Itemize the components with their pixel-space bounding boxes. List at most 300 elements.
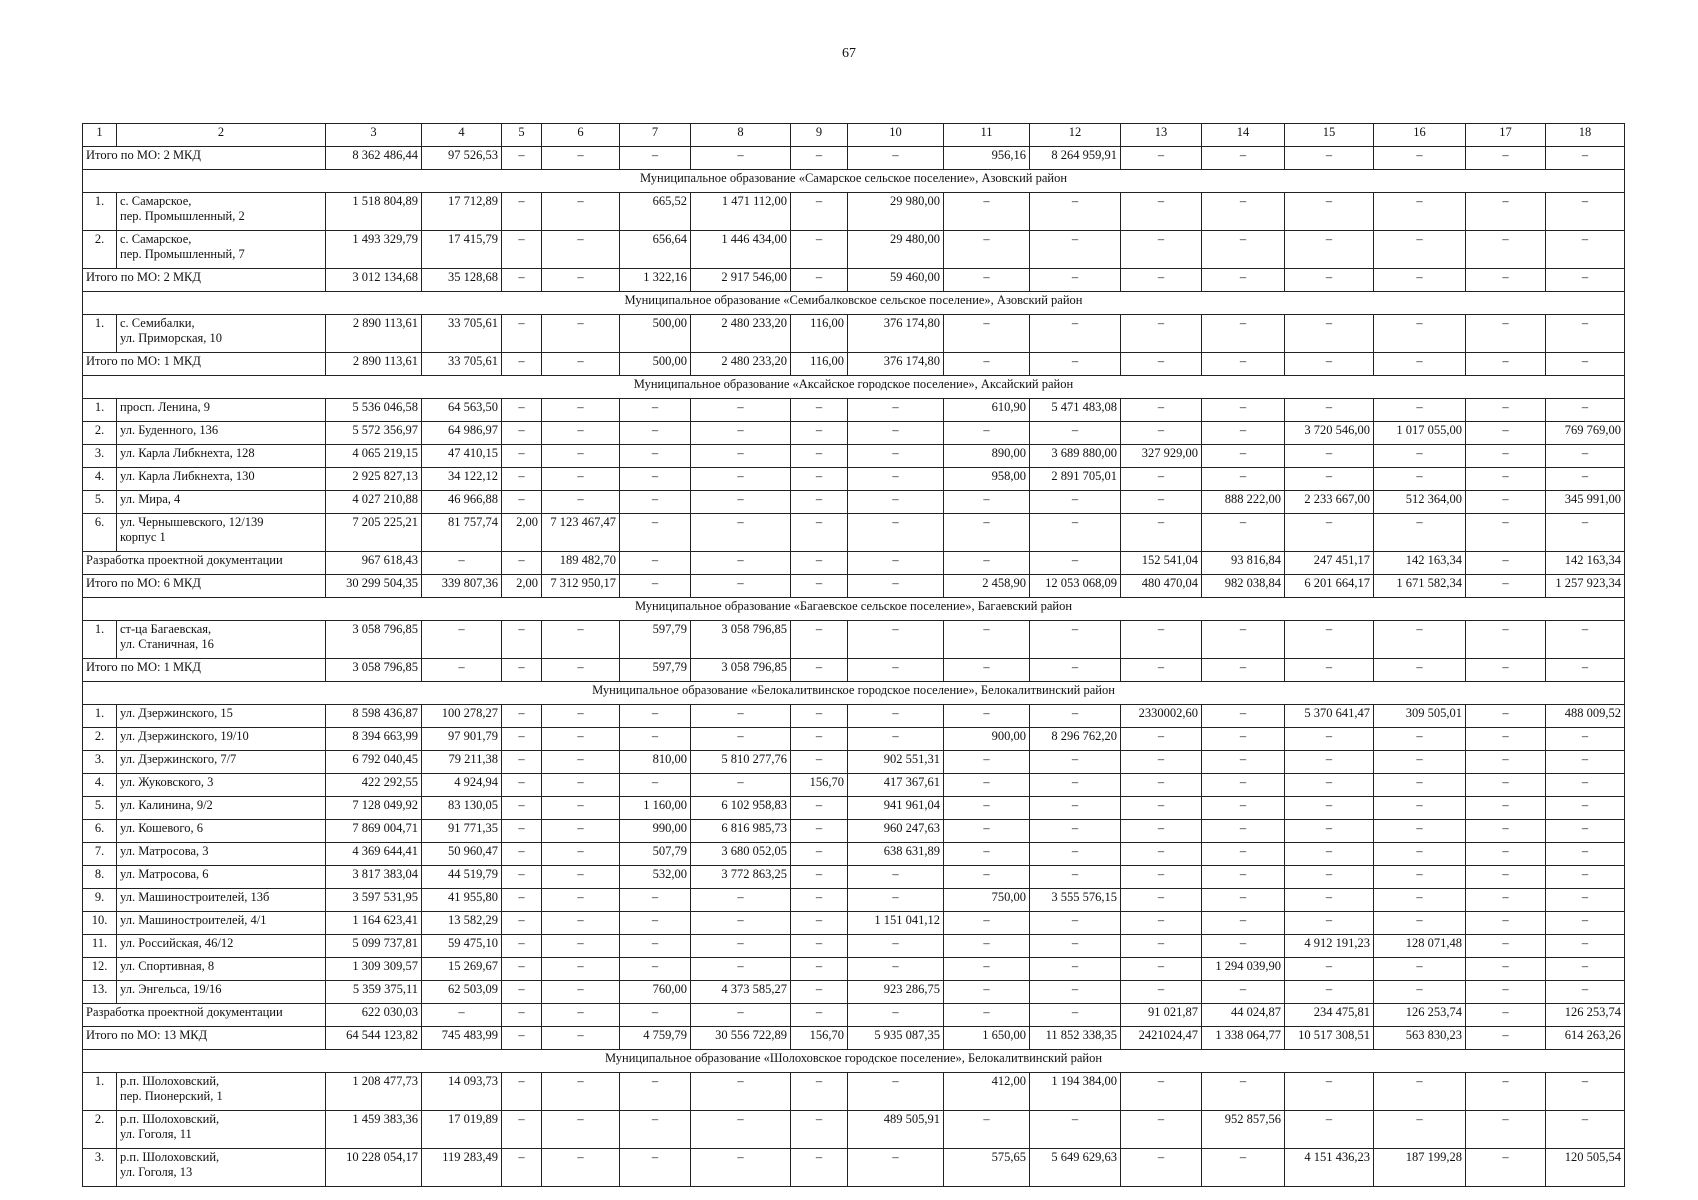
value-cell: 4 759,79: [620, 1027, 691, 1050]
value-cell: 2,00: [502, 575, 542, 598]
value-cell: 622 030,03: [326, 1004, 422, 1027]
value-cell: –: [502, 491, 542, 514]
value-cell: 2330002,60: [1121, 705, 1202, 728]
value-cell: –: [1546, 751, 1625, 774]
header-cell: 3: [326, 124, 422, 147]
value-cell: –: [1374, 958, 1466, 981]
total-label: Итого по МО: 13 МКД: [83, 1027, 326, 1050]
value-cell: 59 460,00: [848, 269, 944, 292]
value-cell: –: [848, 1073, 944, 1111]
value-cell: –: [1374, 843, 1466, 866]
value-cell: –: [1546, 445, 1625, 468]
value-cell: –: [1202, 774, 1285, 797]
value-cell: –: [502, 269, 542, 292]
value-cell: –: [542, 820, 620, 843]
address-line: с. Самарское,: [120, 232, 192, 246]
value-cell: 33 705,61: [422, 353, 502, 376]
value-cell: –: [691, 705, 791, 728]
value-cell: –: [791, 843, 848, 866]
value-cell: 1 194 384,00: [1030, 1073, 1121, 1111]
value-cell: –: [1285, 147, 1374, 170]
value-cell: –: [691, 147, 791, 170]
value-cell: 30 299 504,35: [326, 575, 422, 598]
table-row: [83, 315, 1625, 353]
value-cell: 638 631,89: [848, 843, 944, 866]
value-cell: –: [848, 889, 944, 912]
value-cell: –: [1466, 422, 1546, 445]
value-cell: –: [1546, 1111, 1625, 1149]
value-cell: –: [848, 935, 944, 958]
value-cell: –: [1374, 1073, 1466, 1111]
value-cell: –: [791, 468, 848, 491]
value-cell: 8 394 663,99: [326, 728, 422, 751]
value-cell: –: [1030, 231, 1121, 269]
value-cell: 952 857,56: [1202, 1111, 1285, 1149]
value-cell: –: [1466, 820, 1546, 843]
value-cell: 5 536 046,58: [326, 399, 422, 422]
value-cell: 563 830,23: [1374, 1027, 1466, 1050]
value-cell: –: [791, 621, 848, 659]
address-line: р.п. Шолоховский,: [120, 1150, 220, 1164]
value-cell: –: [944, 912, 1030, 935]
value-cell: –: [944, 797, 1030, 820]
header-cell: 7: [620, 124, 691, 147]
value-cell: 116,00: [791, 315, 848, 353]
value-cell: –: [1466, 621, 1546, 659]
value-cell: –: [791, 1111, 848, 1149]
value-cell: –: [691, 728, 791, 751]
row-number: 2.: [83, 422, 117, 445]
address-line: ул. Дзержинского, 15: [120, 706, 233, 720]
value-cell: –: [791, 820, 848, 843]
total-label: Итого по МО: 2 МКД: [83, 269, 326, 292]
value-cell: –: [1121, 797, 1202, 820]
value-cell: –: [1285, 514, 1374, 552]
total-label: Итого по МО: 2 МКД: [83, 147, 326, 170]
row-number: 1.: [83, 193, 117, 231]
value-cell: –: [691, 958, 791, 981]
section-row: [83, 170, 1625, 193]
address-line: корпус 1: [120, 530, 166, 544]
value-cell: –: [620, 935, 691, 958]
value-cell: 890,00: [944, 445, 1030, 468]
address-line: ул. Станичная, 16: [120, 637, 214, 651]
value-cell: 1 164 623,41: [326, 912, 422, 935]
value-cell: –: [1121, 468, 1202, 491]
address-cell: [117, 422, 326, 445]
value-cell: –: [1121, 659, 1202, 682]
value-cell: –: [542, 353, 620, 376]
address-cell: [117, 958, 326, 981]
value-cell: 488 009,52: [1546, 705, 1625, 728]
address-line: пер. Промышленный, 2: [120, 209, 245, 223]
table-row: [83, 491, 1625, 514]
value-cell: 152 541,04: [1121, 552, 1202, 575]
value-cell: –: [791, 231, 848, 269]
value-cell: –: [1374, 751, 1466, 774]
address-line: ул. Кошевого, 6: [120, 821, 203, 835]
value-cell: –: [1121, 820, 1202, 843]
value-cell: –: [1121, 728, 1202, 751]
table-row: [83, 820, 1625, 843]
value-cell: –: [502, 147, 542, 170]
value-cell: –: [1466, 797, 1546, 820]
value-cell: –: [542, 1004, 620, 1027]
value-cell: 93 816,84: [1202, 552, 1285, 575]
value-cell: –: [944, 514, 1030, 552]
address-cell: [117, 315, 326, 353]
value-cell: 941 961,04: [848, 797, 944, 820]
value-cell: –: [1202, 912, 1285, 935]
table-row: [83, 1111, 1625, 1149]
header-cell: 2: [117, 124, 326, 147]
value-cell: 128 071,48: [1374, 935, 1466, 958]
value-cell: 5 935 087,35: [848, 1027, 944, 1050]
value-cell: –: [502, 353, 542, 376]
value-cell: –: [791, 912, 848, 935]
value-cell: 412,00: [944, 1073, 1030, 1111]
value-cell: –: [1546, 866, 1625, 889]
address-cell: [117, 935, 326, 958]
address-line: ул. Российская, 46/12: [120, 936, 234, 950]
value-cell: –: [1121, 843, 1202, 866]
row-number: 1.: [83, 705, 117, 728]
value-cell: –: [542, 468, 620, 491]
address-cell: [117, 705, 326, 728]
value-cell: –: [1030, 958, 1121, 981]
header-cell: 12: [1030, 124, 1121, 147]
value-cell: –: [1466, 399, 1546, 422]
value-cell: –: [502, 621, 542, 659]
value-cell: –: [1374, 866, 1466, 889]
value-cell: –: [1030, 659, 1121, 682]
value-cell: 575,65: [944, 1149, 1030, 1187]
address-cell: [117, 231, 326, 269]
value-cell: –: [691, 935, 791, 958]
value-cell: 923 286,75: [848, 981, 944, 1004]
value-cell: 15 269,67: [422, 958, 502, 981]
value-cell: 902 551,31: [848, 751, 944, 774]
address-cell: [117, 912, 326, 935]
value-cell: –: [1121, 751, 1202, 774]
value-cell: –: [542, 705, 620, 728]
value-cell: 500,00: [620, 315, 691, 353]
value-cell: 81 757,74: [422, 514, 502, 552]
table-body: [83, 124, 1625, 1187]
value-cell: –: [1546, 728, 1625, 751]
value-cell: –: [1121, 621, 1202, 659]
value-cell: –: [502, 231, 542, 269]
value-cell: 2 458,90: [944, 575, 1030, 598]
value-cell: 5 572 356,97: [326, 422, 422, 445]
value-cell: –: [542, 797, 620, 820]
address-line: ул. Жуковского, 3: [120, 775, 214, 789]
value-cell: –: [542, 935, 620, 958]
value-cell: –: [620, 1149, 691, 1187]
table-row: [83, 621, 1625, 659]
value-cell: 234 475,81: [1285, 1004, 1374, 1027]
value-cell: –: [1285, 445, 1374, 468]
value-cell: –: [542, 399, 620, 422]
value-cell: 1 338 064,77: [1202, 1027, 1285, 1050]
value-cell: –: [1030, 552, 1121, 575]
value-cell: –: [1466, 912, 1546, 935]
value-cell: 3 689 880,00: [1030, 445, 1121, 468]
value-cell: 7 205 225,21: [326, 514, 422, 552]
value-cell: –: [1374, 981, 1466, 1004]
value-cell: –: [542, 147, 620, 170]
value-cell: –: [1202, 399, 1285, 422]
address-cell: [117, 621, 326, 659]
value-cell: –: [502, 797, 542, 820]
value-cell: –: [1466, 958, 1546, 981]
value-cell: 29 480,00: [848, 231, 944, 269]
value-cell: –: [1202, 621, 1285, 659]
value-cell: –: [1285, 958, 1374, 981]
table-row: [83, 912, 1625, 935]
value-cell: –: [502, 422, 542, 445]
value-cell: –: [502, 315, 542, 353]
value-cell: 3 720 546,00: [1285, 422, 1374, 445]
value-cell: –: [1374, 1111, 1466, 1149]
value-cell: –: [1202, 866, 1285, 889]
value-cell: –: [1546, 820, 1625, 843]
value-cell: 7 123 467,47: [542, 514, 620, 552]
value-cell: –: [691, 1111, 791, 1149]
value-cell: –: [1202, 889, 1285, 912]
value-cell: 3 817 383,04: [326, 866, 422, 889]
row-number: 2.: [83, 231, 117, 269]
value-cell: –: [848, 491, 944, 514]
value-cell: 900,00: [944, 728, 1030, 751]
value-cell: –: [1202, 659, 1285, 682]
value-cell: –: [1374, 353, 1466, 376]
value-cell: –: [542, 774, 620, 797]
value-cell: –: [1546, 468, 1625, 491]
value-cell: –: [1374, 399, 1466, 422]
value-cell: 29 980,00: [848, 193, 944, 231]
value-cell: –: [1285, 1111, 1374, 1149]
value-cell: –: [1374, 468, 1466, 491]
value-cell: 44 519,79: [422, 866, 502, 889]
value-cell: 3 058 796,85: [691, 659, 791, 682]
value-cell: –: [1030, 981, 1121, 1004]
value-cell: –: [944, 269, 1030, 292]
value-cell: –: [1374, 889, 1466, 912]
value-cell: –: [848, 958, 944, 981]
value-cell: –: [791, 422, 848, 445]
value-cell: –: [1030, 353, 1121, 376]
value-cell: 1 446 434,00: [691, 231, 791, 269]
value-cell: –: [944, 843, 1030, 866]
header-row: [83, 124, 1625, 147]
total-row: [83, 1027, 1625, 1050]
value-cell: –: [848, 422, 944, 445]
value-cell: 1 459 383,36: [326, 1111, 422, 1149]
value-cell: –: [944, 231, 1030, 269]
value-cell: –: [1030, 751, 1121, 774]
value-cell: 156,70: [791, 1027, 848, 1050]
value-cell: –: [1374, 797, 1466, 820]
table-row: [83, 981, 1625, 1004]
value-cell: –: [502, 1111, 542, 1149]
value-cell: –: [542, 728, 620, 751]
value-cell: 6 201 664,17: [1285, 575, 1374, 598]
value-cell: –: [542, 315, 620, 353]
value-cell: –: [1202, 820, 1285, 843]
value-cell: –: [620, 1004, 691, 1027]
address-cell: [117, 751, 326, 774]
value-cell: –: [1374, 774, 1466, 797]
value-cell: 142 163,34: [1374, 552, 1466, 575]
value-cell: –: [1121, 231, 1202, 269]
row-number: 11.: [83, 935, 117, 958]
value-cell: –: [542, 269, 620, 292]
total-row: [83, 269, 1625, 292]
value-cell: 1 160,00: [620, 797, 691, 820]
value-cell: –: [791, 269, 848, 292]
value-cell: –: [1546, 958, 1625, 981]
value-cell: –: [1121, 399, 1202, 422]
value-cell: 6 792 040,45: [326, 751, 422, 774]
value-cell: –: [542, 958, 620, 981]
row-number: 1.: [83, 1073, 117, 1111]
value-cell: –: [620, 575, 691, 598]
value-cell: 339 807,36: [422, 575, 502, 598]
value-cell: –: [542, 866, 620, 889]
value-cell: –: [691, 889, 791, 912]
value-cell: 5 099 737,81: [326, 935, 422, 958]
value-cell: –: [1285, 889, 1374, 912]
value-cell: –: [1374, 659, 1466, 682]
value-cell: 956,16: [944, 147, 1030, 170]
value-cell: –: [542, 193, 620, 231]
value-cell: –: [1121, 774, 1202, 797]
value-cell: 3 555 576,15: [1030, 889, 1121, 912]
address-cell: [117, 820, 326, 843]
table-row: [83, 1149, 1625, 1187]
value-cell: 8 362 486,44: [326, 147, 422, 170]
value-cell: –: [620, 728, 691, 751]
table-row: [83, 1073, 1625, 1111]
value-cell: –: [1285, 353, 1374, 376]
value-cell: 59 475,10: [422, 935, 502, 958]
value-cell: –: [1546, 514, 1625, 552]
value-cell: –: [1546, 147, 1625, 170]
value-cell: –: [1121, 1149, 1202, 1187]
value-cell: 3 597 531,95: [326, 889, 422, 912]
value-cell: –: [1121, 935, 1202, 958]
row-number: 2.: [83, 728, 117, 751]
value-cell: –: [1202, 728, 1285, 751]
value-cell: –: [1285, 774, 1374, 797]
value-cell: –: [620, 468, 691, 491]
address-cell: [117, 866, 326, 889]
value-cell: –: [502, 1149, 542, 1187]
value-cell: 1 151 041,12: [848, 912, 944, 935]
value-cell: –: [1121, 866, 1202, 889]
value-cell: 12 053 068,09: [1030, 575, 1121, 598]
section-title: Муниципальное образование «Шолоховское городское поселение», Белокалитвинский район: [83, 1050, 1625, 1073]
value-cell: –: [1374, 445, 1466, 468]
total-row: [83, 659, 1625, 682]
section-row: [83, 376, 1625, 399]
value-cell: 345 991,00: [1546, 491, 1625, 514]
row-number: 5.: [83, 797, 117, 820]
value-cell: 7 128 049,92: [326, 797, 422, 820]
value-cell: 4 027 210,88: [326, 491, 422, 514]
value-cell: –: [791, 705, 848, 728]
value-cell: 422 292,55: [326, 774, 422, 797]
header-cell: 11: [944, 124, 1030, 147]
value-cell: –: [691, 774, 791, 797]
value-cell: 5 370 641,47: [1285, 705, 1374, 728]
total-row: [83, 353, 1625, 376]
value-cell: 760,00: [620, 981, 691, 1004]
value-cell: 489 505,91: [848, 1111, 944, 1149]
value-cell: –: [691, 575, 791, 598]
value-cell: –: [1466, 659, 1546, 682]
value-cell: 4 151 436,23: [1285, 1149, 1374, 1187]
value-cell: –: [1285, 820, 1374, 843]
value-cell: –: [1546, 231, 1625, 269]
value-cell: –: [1285, 399, 1374, 422]
value-cell: 376 174,80: [848, 353, 944, 376]
value-cell: 507,79: [620, 843, 691, 866]
section-title: Муниципальное образование «Багаевское сельское поселение», Багаевский район: [83, 598, 1625, 621]
value-cell: –: [542, 1027, 620, 1050]
total-row: [83, 1004, 1625, 1027]
value-cell: 5 471 483,08: [1030, 399, 1121, 422]
value-cell: –: [691, 1004, 791, 1027]
address-line: р.п. Шолоховский,: [120, 1112, 220, 1126]
value-cell: 2 890 113,61: [326, 315, 422, 353]
value-cell: –: [1285, 269, 1374, 292]
value-cell: –: [542, 751, 620, 774]
row-number: 5.: [83, 491, 117, 514]
value-cell: 17 019,89: [422, 1111, 502, 1149]
value-cell: –: [1030, 491, 1121, 514]
value-cell: –: [791, 935, 848, 958]
value-cell: 35 128,68: [422, 269, 502, 292]
section-title: Муниципальное образование «Семибалковское сельское поселение», Азовский район: [83, 292, 1625, 315]
address-cell: [117, 1111, 326, 1149]
header-cell: 8: [691, 124, 791, 147]
value-cell: 5 649 629,63: [1030, 1149, 1121, 1187]
value-cell: –: [1546, 315, 1625, 353]
value-cell: –: [791, 728, 848, 751]
value-cell: –: [944, 958, 1030, 981]
value-cell: –: [691, 399, 791, 422]
value-cell: 1 208 477,73: [326, 1073, 422, 1111]
value-cell: 8 598 436,87: [326, 705, 422, 728]
value-cell: 3 058 796,85: [691, 621, 791, 659]
value-cell: 7 869 004,71: [326, 820, 422, 843]
value-cell: –: [1202, 1149, 1285, 1187]
value-cell: –: [542, 491, 620, 514]
value-cell: 597,79: [620, 621, 691, 659]
value-cell: –: [791, 866, 848, 889]
value-cell: –: [1121, 912, 1202, 935]
table-row: [83, 445, 1625, 468]
value-cell: –: [1285, 621, 1374, 659]
value-cell: –: [1374, 315, 1466, 353]
row-number: 6.: [83, 820, 117, 843]
row-number: 13.: [83, 981, 117, 1004]
value-cell: –: [1121, 422, 1202, 445]
value-cell: –: [620, 705, 691, 728]
value-cell: 982 038,84: [1202, 575, 1285, 598]
